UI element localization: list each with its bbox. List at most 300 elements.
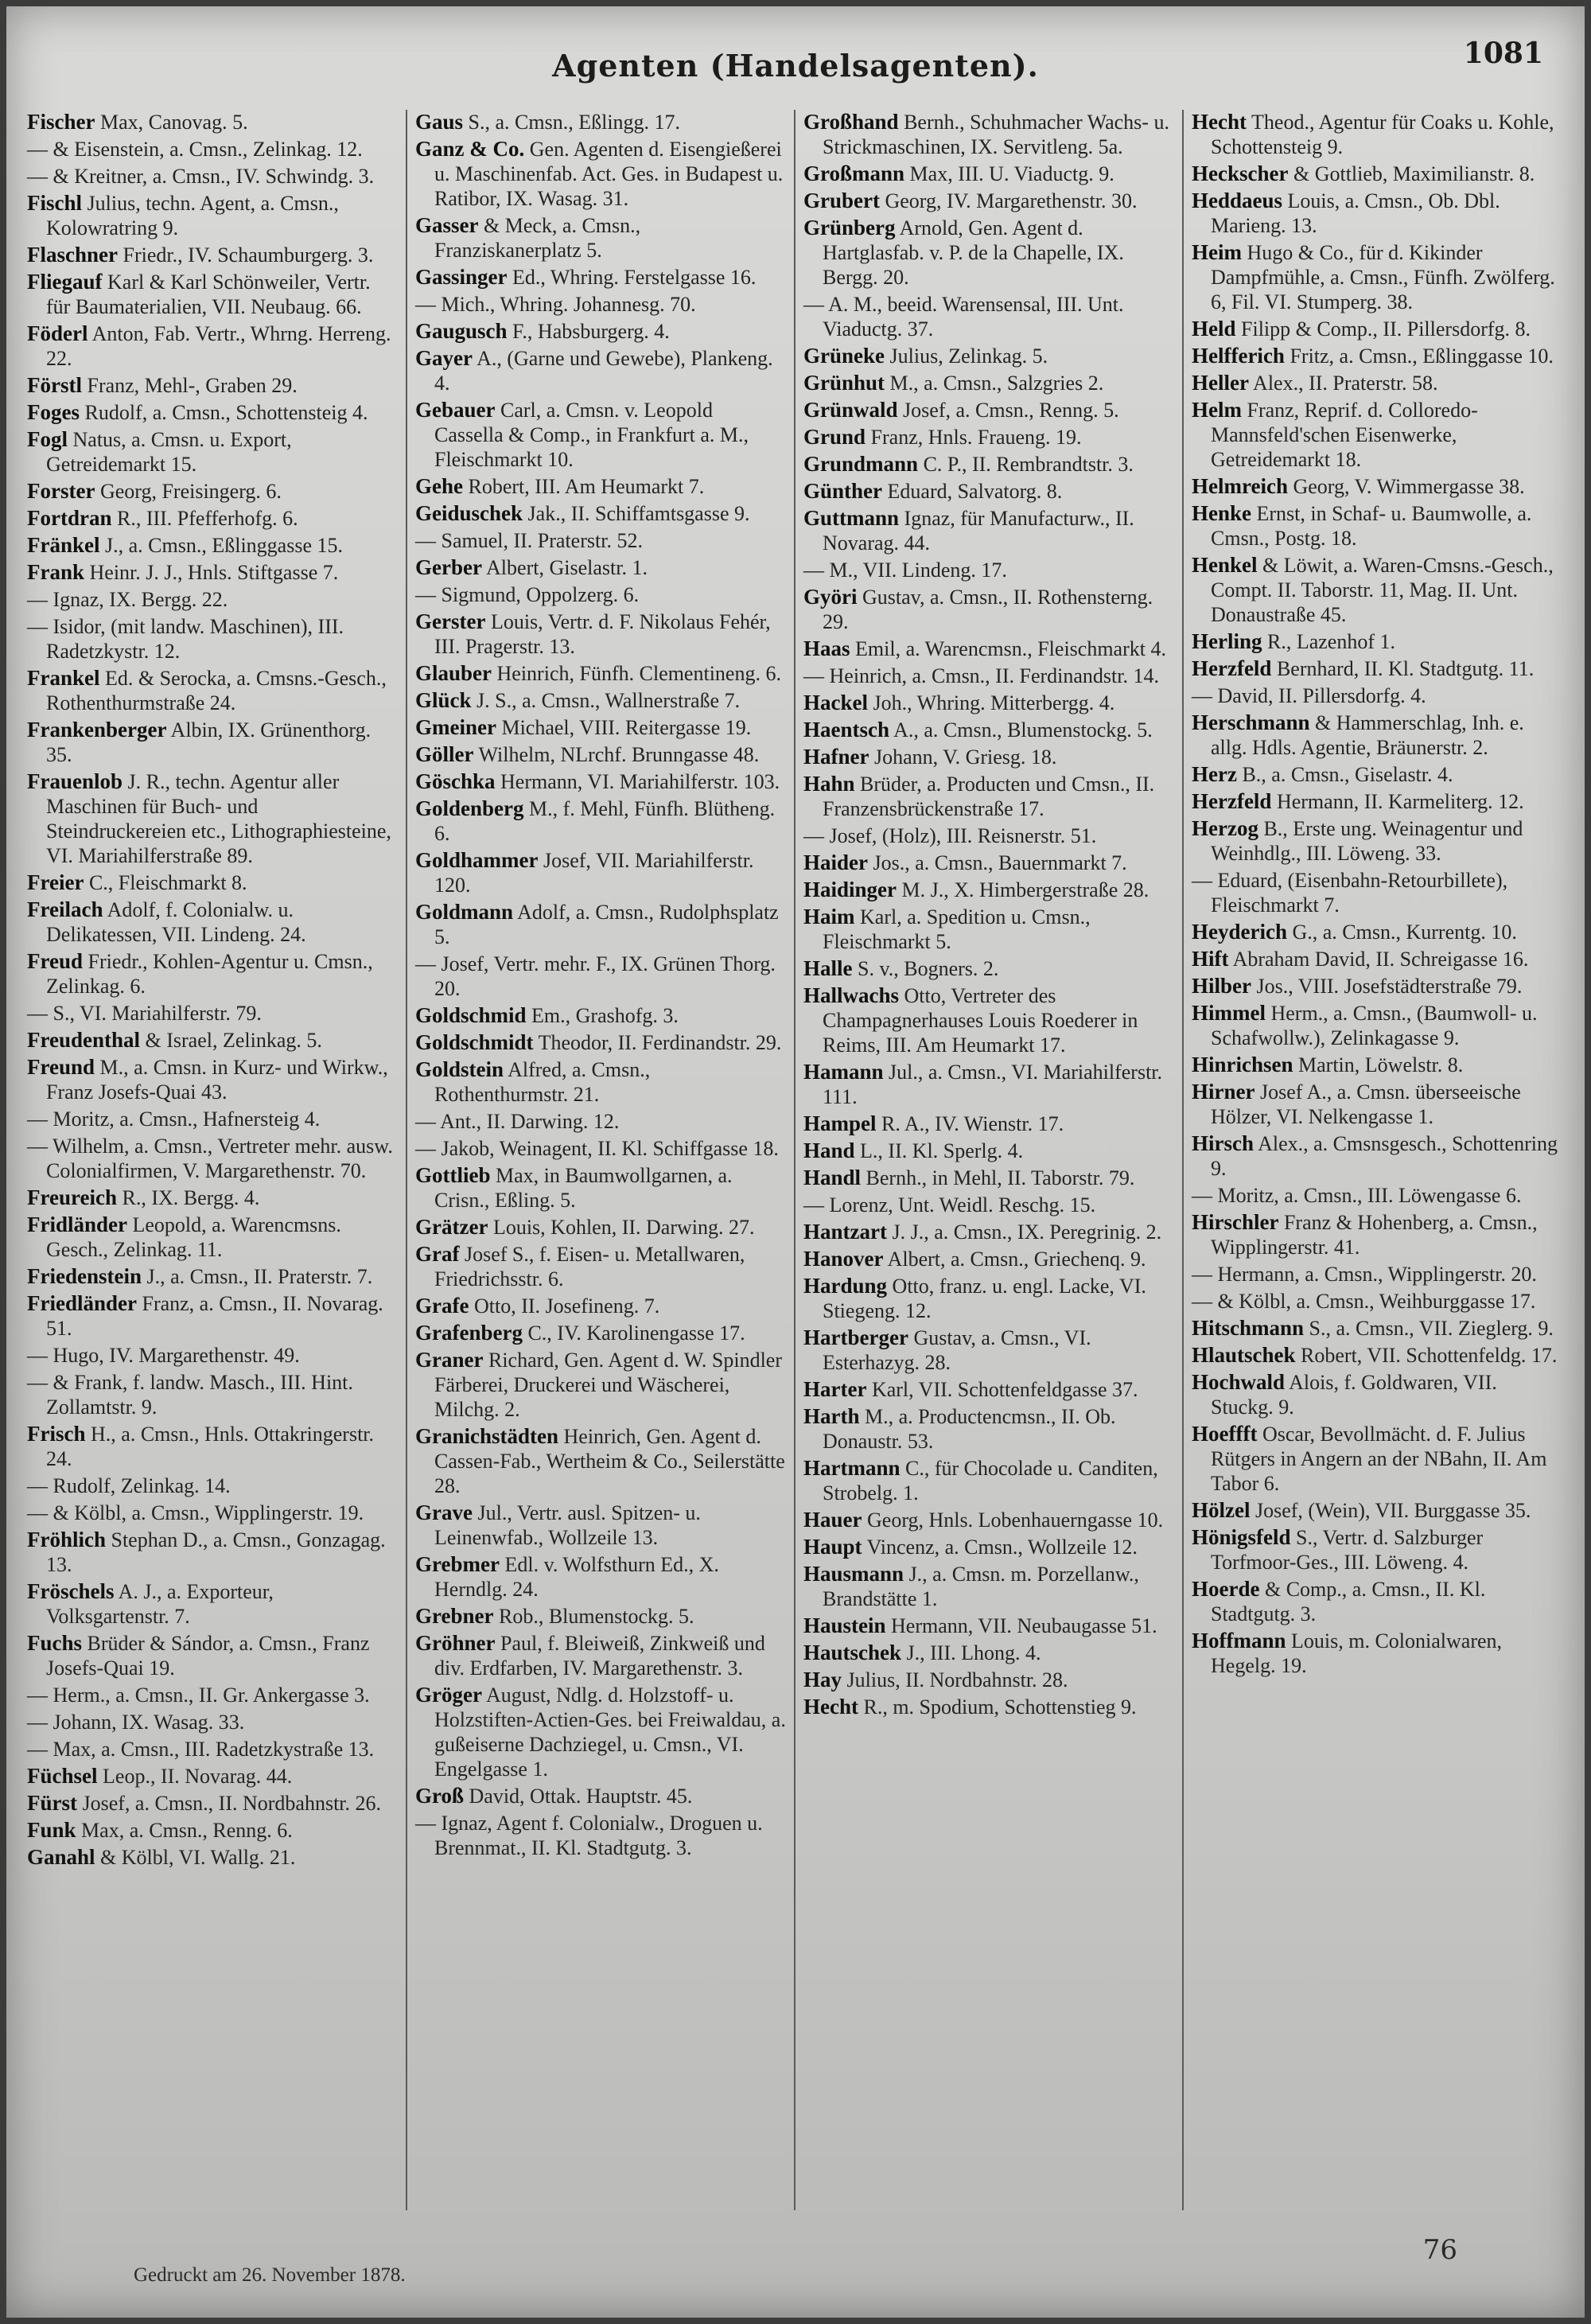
entry-text: Rudolf, a. Cmsn., Schottensteig 4. [84,401,368,424]
entry-text: — S., VI. Mariahilferstr. 79. [27,1002,262,1025]
entry-text: Alex., II. Praterstr. 58. [1253,372,1438,395]
entry-text: R., m. Spodium, Schottenstieg 9. [863,1695,1137,1719]
entry-name: Freudenthal [27,1028,141,1052]
directory-entry [415,1424,786,1498]
directory-entry [27,1631,398,1680]
entry-text: Jak., II. Schiffamtsgasse 9. [527,502,750,525]
directory-entry [27,1213,398,1262]
entry-text: Josef, a. Cmsn., II. Nordbahnstr. 26. [82,1792,382,1815]
entry-name: Heckscher [1192,162,1289,185]
entry-name: Halle [803,956,853,980]
entry-text: Georg, IV. Margarethenstr. 30. [885,189,1138,212]
directory-entry [27,191,398,240]
entry-name: Göschka [415,769,496,793]
entry-text: J. S., a. Cmsn., Wallnerstraße 7. [477,689,741,712]
entry-text: — Samuel, II. Praterstr. 52. [415,529,643,552]
entry-text: J., III. Lhong. 4. [906,1641,1041,1664]
directory-entry [803,691,1174,715]
entry-text: Leopold, a. Warencmsns. Gesch., Zelinkag. 11. [46,1213,341,1261]
entry-name: Gottlieb [415,1163,491,1187]
entry-text: Filipp & Comp., II. Pillersdorfg. 8. [1241,317,1531,341]
directory-entry [803,1220,1174,1244]
entry-text: Otto, franz. u. engl. Lacke, VI. Stiegeng. 12. [823,1275,1146,1322]
entry-name: Herzfeld [1192,656,1272,680]
entry-text: A., a. Cmsn., Blumenstockg. 5. [893,718,1153,742]
entry-text: Heinrich, Fünfh. Clementineng. 6. [496,662,781,685]
entry-text: A. J., a. Exporteur, Volksgartenstr. 7. [46,1580,274,1628]
entry-text: Gustav, a. Cmsn., VI. Esterhazyg. 28. [823,1326,1091,1374]
directory-entry [27,1291,398,1341]
directory-entry [27,870,398,895]
entry-name: Gaus [415,110,464,134]
directory-entry [803,452,1174,477]
entry-text: S. v., Bogners. 2. [858,957,999,980]
directory-entry [803,636,1174,661]
directory-entry [803,1456,1174,1505]
directory-entry [1192,789,1564,814]
entry-text: Leop., II. Novarag. 44. [103,1765,293,1788]
column-2 [407,110,796,2210]
entry-text: Robert, III. Am Heumarkt 7. [468,475,705,498]
directory-entry [803,344,1174,368]
directory-entry [27,1055,398,1104]
entry-name: Fridländer [27,1213,127,1236]
entry-text: Martin, Löwelstr. 8. [1298,1053,1464,1076]
entry-text: Fritz, a. Cmsn., Eßlinggasse 10. [1290,345,1554,368]
entry-text: J. J., a. Cmsn., IX. Peregrinig. 2. [892,1220,1162,1244]
directory-entry [1192,189,1564,238]
directory-entry [1192,816,1564,866]
directory-entry [27,1422,398,1471]
entry-name: Henkel [1192,553,1258,577]
directory-entry [1192,317,1564,341]
directory-entry [27,1001,398,1026]
directory-entry [27,321,398,371]
entry-name: Hartmann [803,1456,901,1480]
directory-entry [27,1185,398,1210]
directory-entry [1192,1629,1564,1678]
directory-entry [415,110,786,134]
entry-name: Gerber [415,555,482,579]
entry-name: Graner [415,1348,484,1372]
entry-text: — Wilhelm, a. Cmsn., Vertreter mehr. ausw. Colonialfirmen, V. Margarethenstr. 70. [27,1135,393,1182]
entry-name: Groß [415,1784,465,1808]
entry-text: & Kölbl, VI. Wallg. 21. [100,1846,296,1869]
entry-text: Adolf, a. Cmsn., Rudolphsplatz 5. [434,901,779,948]
entry-text: Joh., Whring. Mitterbergg. 4. [873,691,1115,714]
entry-name: Fuchs [27,1631,83,1655]
entry-name: Hirner [1192,1080,1255,1104]
entry-text: Adolf, f. Colonialw. u. Delikatessen, VII. Lindeng. 24. [46,898,306,946]
entry-text: Louis, Vertr. d. F. Nikolaus Fehér, III. Pragerstr. 13. [434,610,771,658]
entry-text: Richard, Gen. Agent d. W. Spindler Färberei, Druckerei und Wäscherei, Milchg. 2. [434,1349,782,1421]
entry-text: R. A., IV. Wienstr. 17. [881,1112,1064,1135]
entry-name: Grafenberg [415,1321,523,1345]
entry-name: Goldhammer [415,848,539,872]
entry-text: — & Kölbl, a. Cmsn., Wipplingerstr. 19. [27,1501,364,1524]
entry-text: Louis, Kohlen, II. Darwing. 27. [492,1216,755,1239]
directory-entry [1192,974,1564,999]
entry-name: Fliegauf [27,270,103,294]
entry-text: — Eduard, (Eisenbahn-Retourbillete), Fleischmarkt 7. [1192,869,1508,917]
directory-entry [1192,1343,1564,1368]
entry-text: — Heinrich, a. Cmsn., II. Ferdinandstr. 14. [803,664,1159,687]
directory-entry [415,661,786,686]
entry-text: Josef, VII. Mariahilferstr. 120. [434,849,754,897]
entry-name: Großhand [803,110,899,134]
entry-text: — M., VII. Lindeng. 17. [803,559,1007,582]
entry-name: Hölzel [1192,1498,1251,1522]
entry-text: Albin, IX. Grünenthorg. 35. [46,718,371,766]
directory-entry [1192,1370,1564,1419]
directory-entry [415,528,786,553]
entry-text: R., IX. Bergg. 4. [122,1186,260,1209]
entry-name: Flaschner [27,243,118,267]
directory-entry [415,1109,786,1134]
entry-text: — Herm., a. Cmsn., II. Gr. Ankergasse 3. [27,1684,370,1707]
directory-entry [803,1325,1174,1375]
entry-text: A., (Garne und Gewebe), Plankeng. 4. [434,347,773,395]
entry-text: — Rudolf, Zelinkag. 14. [27,1474,231,1497]
directory-entry [27,897,398,947]
entry-name: Hoffmann [1192,1629,1286,1652]
directory-entry [803,1274,1174,1323]
entry-name: Goldschmid [415,1003,527,1027]
entry-name: Frauenlob [27,769,123,793]
entry-name: Helmreich [1192,474,1288,498]
directory-entry [803,878,1174,902]
directory-entry [27,400,398,425]
entry-text: Ignaz, für Manufacturw., II. Novarag. 44. [823,507,1134,555]
directory-entry [1192,501,1564,551]
directory-entry [803,1193,1174,1217]
directory-entry [415,474,786,499]
entry-name: Freureich [27,1185,117,1209]
entry-name: Fortdran [27,506,112,530]
entry-text: R., III. Pfefferhofg. 6. [116,507,298,530]
directory-entry [803,745,1174,769]
entry-name: Hoeffft [1192,1422,1258,1446]
directory-entry [1192,762,1564,787]
directory-entry [415,1784,786,1808]
entry-name: Haustein [803,1614,886,1637]
directory-entry [27,1683,398,1707]
entry-name: Heddaeus [1192,189,1283,212]
entry-name: Grünberg [803,216,896,239]
directory-entry [1192,1316,1564,1341]
directory-entry [415,1552,786,1602]
entry-text: Heinr. J. J., Hnls. Stiftgasse 7. [89,561,339,584]
entry-name: Hecht [1192,110,1247,134]
directory-entry [803,398,1174,422]
directory-entry [1192,1577,1564,1626]
directory-entry [27,1343,398,1368]
directory-entry [415,265,786,290]
entry-text: — Josef, Vertr. mehr. F., IX. Grünen Thorg. 20. [415,952,776,1000]
entry-name: Fogl [27,427,68,451]
directory-entry [27,1370,398,1419]
directory-entry [803,162,1174,186]
entry-name: Glück [415,688,472,712]
entry-name: Haupt [803,1535,862,1559]
entry-text: Hugo & Co., für d. Kikinder Dampfmühle, a. Cmsn., Fünfh. Zwölferg. 6, Fil. VI. Stumperg. 38. [1211,241,1555,313]
entry-name: Györi [803,585,858,609]
entry-name: Haidinger [803,878,897,901]
entry-text: R., Lazenhof 1. [1267,630,1396,653]
directory-entry [803,851,1174,875]
entry-text: C., für Chocolade u. Canditen, Strobelg. 1. [823,1457,1158,1505]
entry-name: Hausmann [803,1562,904,1586]
entry-text: Franz, Hnls. Fraueng. 19. [870,426,1082,449]
entry-text: Max, a. Cmsn., Renng. 6. [81,1819,293,1842]
entry-name: Grundmann [803,452,919,476]
directory-entry [1192,474,1564,499]
directory-entry [803,1695,1174,1719]
entry-text: Otto, II. Josefineng. 7. [473,1294,660,1318]
directory-entry [27,137,398,162]
entry-name: Gassinger [415,265,508,289]
directory-entry [1192,344,1564,368]
entry-name: Hahn [803,772,855,796]
entry-text: Julius, techn. Agent, a. Cmsn., Kolowratring 9. [46,192,339,239]
entry-name: Funk [27,1818,76,1842]
directory-entry [1192,710,1564,760]
entry-name: Gröger [415,1683,482,1707]
entry-text: Bernhard, II. Kl. Stadtgutg. 11. [1276,657,1535,680]
entry-text: — Lorenz, Unt. Weidl. Reschg. 15. [803,1193,1096,1216]
directory-entry [415,1294,786,1318]
entry-text: — Isidor, (mit landw. Maschinen), III. Radetzkystr. 12. [27,615,344,663]
entry-text: S., a. Cmsn., VII. Zieglerg. 9. [1309,1317,1554,1340]
directory-entry [803,506,1174,555]
directory-entry [27,506,398,531]
column-4 [1184,110,1572,2210]
entry-name: Hauer [803,1508,862,1532]
entry-text: Oscar, Bevollmächt. d. F. Julius Rütgers in Angern an der NBahn, II. Am Tabor 6. [1211,1423,1547,1495]
directory-entry [27,479,398,504]
entry-name: Hand [803,1139,855,1162]
directory-entry [803,585,1174,634]
entry-name: Gröhner [415,1631,496,1655]
directory-entry [415,1321,786,1345]
directory-entry [1192,1289,1564,1314]
entry-text: Johann, V. Griesg. 18. [873,745,1057,769]
entry-text: Alex., a. Cmsnsgesch., Schottenring 9. [1211,1132,1558,1180]
entry-text: Gen. Agenten d. Eisengießerei u. Maschinenfab. Act. Ges. in Budapest u. Ratibor, IX. Wasag. 31. [434,138,784,210]
entry-text: Alfred, a. Cmsn., Rothenthurmstr. 21. [434,1058,651,1106]
entry-name: Großmann [803,162,905,185]
entry-name: Hirsch [1192,1131,1254,1155]
entry-text: C., IV. Karolinengasse 17. [527,1322,745,1345]
entry-name: Held [1192,317,1236,341]
directory-entry [803,189,1174,213]
entry-name: Helm [1192,398,1242,422]
directory-entry [415,213,786,263]
entry-name: Foges [27,400,80,424]
entry-text: Theod., Agentur für Coaks u. Kohle, Schottensteig 9. [1211,111,1554,158]
entry-text: Ernst, in Schaf- u. Baumwolle, a. Cmsn., Postg. 18. [1211,502,1532,550]
entry-text: & Comp., a. Cmsn., II. Kl. Stadtgutg. 3. [1211,1578,1486,1625]
entry-name: Hift [1192,947,1229,971]
directory-entry [803,110,1174,159]
entry-name: Grubert [803,189,880,212]
entry-text: Franz & Hohenberg, a. Cmsn., Wipplingerstr. 41. [1211,1211,1538,1259]
entry-name: Heller [1192,371,1249,395]
entry-text: Louis, a. Cmsn., Ob. Dbl. Marieng. 13. [1211,189,1500,237]
entry-name: Hartberger [803,1325,908,1349]
entry-text: Albert, a. Cmsn., Griechenq. 9. [887,1248,1146,1271]
entry-name: Hallwachs [803,983,900,1007]
entry-text: M. J., X. Himbergerstraße 28. [901,878,1149,901]
entry-text: — A. M., beeid. Warensensal, III. Unt. Viaductg. 37. [803,293,1124,341]
entry-text: Gustav, a. Cmsn., II. Rothensterng. 29. [823,586,1153,633]
entry-name: Helfferich [1192,344,1285,368]
directory-entry [415,1348,786,1422]
entry-text: — David, II. Pillersdorfg. 4. [1192,684,1426,707]
entry-text: L., II. Kl. Sperlg. 4. [860,1139,1024,1162]
entry-name: Hochwald [1192,1370,1286,1394]
entry-name: Geiduschek [415,501,523,525]
directory-entry [415,848,786,897]
directory-entry [415,742,786,767]
directory-entry [27,1107,398,1131]
entry-text: — Hermann, a. Cmsn., Wipplingerstr. 20. [1192,1263,1537,1286]
directory-entry [415,555,786,580]
directory-entry [803,1377,1174,1402]
entry-name: Göller [415,742,474,766]
directory-entry [803,479,1174,504]
entry-name: Gasser [415,213,479,237]
entry-name: Himmel [1192,1001,1266,1025]
entry-name: Freier [27,870,84,894]
entry-text: Franz, Mehl-, Graben 29. [87,374,298,397]
directory-entry [27,614,398,664]
entry-text: & Löwit, a. Waren-Cmsns.-Gesch., Compt. II. Taborstr. 11, Mag. II. Unt. Donaustraße 45. [1211,554,1554,626]
entry-name: Gayer [415,346,473,370]
entry-text: M., a. Productencmsn., II. Ob. Donaustr. 53. [823,1405,1116,1453]
directory-entry [1192,1525,1564,1575]
entry-name: Freund [27,1055,95,1079]
entry-name: Friedländer [27,1291,137,1315]
directory-entry [1192,162,1564,186]
entry-text: — Mich., Whring. Johannesg. 70. [415,293,696,316]
entry-text: Jos., VIII. Josefstädterstraße 79. [1256,975,1523,998]
directory-entry [803,1166,1174,1190]
entry-name: Fürst [27,1791,77,1815]
entry-text: — & Eisenstein, a. Cmsn., Zelinkag. 12. [27,138,363,161]
entry-name: Frank [27,560,85,584]
entry-name: Haentsch [803,718,889,742]
directory-entry [415,1604,786,1629]
entry-text: G., a. Cmsn., Kurrentg. 10. [1292,921,1517,944]
entry-name: Frankenberger [27,718,167,742]
directory-entry [1192,629,1564,654]
entry-name: Guttmann [803,506,900,530]
directory-entry [803,664,1174,688]
sheet-number: 76 [1422,2234,1457,2266]
directory-entry [415,1136,786,1161]
entry-text: — & Frank, f. landw. Masch., III. Hint. Zollamtstr. 9. [27,1371,353,1419]
entry-text: Jos., a. Cmsn., Bauernmarkt 7. [873,851,1127,874]
directory-entry [27,587,398,612]
entry-text: B., Erste ung. Weinagentur und Weinhdlg., III. Löweng. 33. [1211,817,1523,865]
entry-name: Goldschmidt [415,1030,534,1054]
directory-entry [803,1139,1174,1163]
directory-columns [19,110,1572,2210]
directory-entry [1192,1131,1564,1181]
directory-entry [27,1737,398,1761]
directory-entry [1192,553,1564,627]
entry-text: Louis, m. Colonialwaren, Hegelg. 19. [1211,1629,1503,1677]
entry-text: Ed., Whring. Ferstelgasse 16. [512,266,757,289]
directory-entry [803,956,1174,981]
entry-name: Hantzart [803,1220,887,1244]
entry-name: Gehe [415,474,463,498]
directory-entry [415,501,786,526]
entry-text: — Johann, IX. Wasag. 33. [27,1711,245,1734]
directory-entry [803,718,1174,742]
entry-name: Hinrichsen [1192,1053,1293,1076]
entry-name: Fischl [27,191,83,215]
directory-entry [27,270,398,319]
entry-text: Brüder, a. Producten und Cmsn., II. Franzensbrückenstraße 17. [823,773,1155,820]
directory-entry [803,1614,1174,1638]
entry-text: Robert, VII. Schottenfeldg. 17. [1301,1344,1558,1367]
entry-text: Natus, a. Cmsn. u. Export, Getreidemarkt 15. [46,428,292,476]
directory-entry [415,1811,786,1860]
entry-text: Arnold, Gen. Agent d. Hartglasfab. v. P. de la Chapelle, IX. Bergg. 20. [823,216,1124,289]
directory-entry [27,1845,398,1870]
entry-text: Vincenz, a. Cmsn., Wollzeile 12. [866,1536,1138,1559]
directory-entry [27,666,398,715]
entry-name: Herling [1192,629,1262,653]
entry-text: Josef, (Wein), VII. Burggasse 35. [1255,1499,1531,1522]
entry-name: Goldmann [415,900,514,924]
entry-text: Em., Grashofg. 3. [531,1004,679,1027]
entry-text: — Sigmund, Oppolzerg. 6. [415,583,640,606]
entry-name: Freilach [27,897,103,921]
directory-entry [415,688,786,713]
entry-text: — Ignaz, IX. Bergg. 22. [27,588,228,611]
entry-text: — Ant., II. Darwing. 12. [415,1110,620,1133]
entry-name: Fröhlich [27,1528,106,1551]
entry-name: Frisch [27,1422,86,1446]
entry-text: — & Kölbl, a. Cmsn., Weihburggasse 17. [1192,1290,1536,1313]
directory-entry [415,582,786,607]
entry-text: — Max, a. Cmsn., III. Radetzkystraße 13. [27,1738,375,1761]
entry-text: Georg, Hnls. Lobenhauerngasse 10. [867,1508,1164,1532]
directory-entry [803,1111,1174,1136]
entry-name: Hecht [803,1695,858,1719]
directory-entry [27,427,398,477]
directory-entry [1192,868,1564,917]
entry-name: Haas [803,636,850,660]
entry-name: Ganahl [27,1845,95,1869]
directory-entry [27,164,398,189]
directory-entry [803,772,1174,821]
entry-text: Jul., a. Cmsn., VI. Mariahilferstr. 111. [823,1061,1163,1108]
directory-entry [803,983,1174,1057]
directory-entry [415,1057,786,1107]
directory-entry [803,371,1174,395]
entry-name: Föderl [27,321,88,345]
entry-text: Anton, Fab. Vertr., Whrng. Herreng. 22. [46,322,391,370]
directory-entry [27,110,398,134]
directory-entry [1192,1080,1564,1129]
entry-name: Herzfeld [1192,789,1272,813]
directory-entry [415,292,786,317]
entry-text: Rob., Blumenstockg. 5. [498,1605,694,1628]
